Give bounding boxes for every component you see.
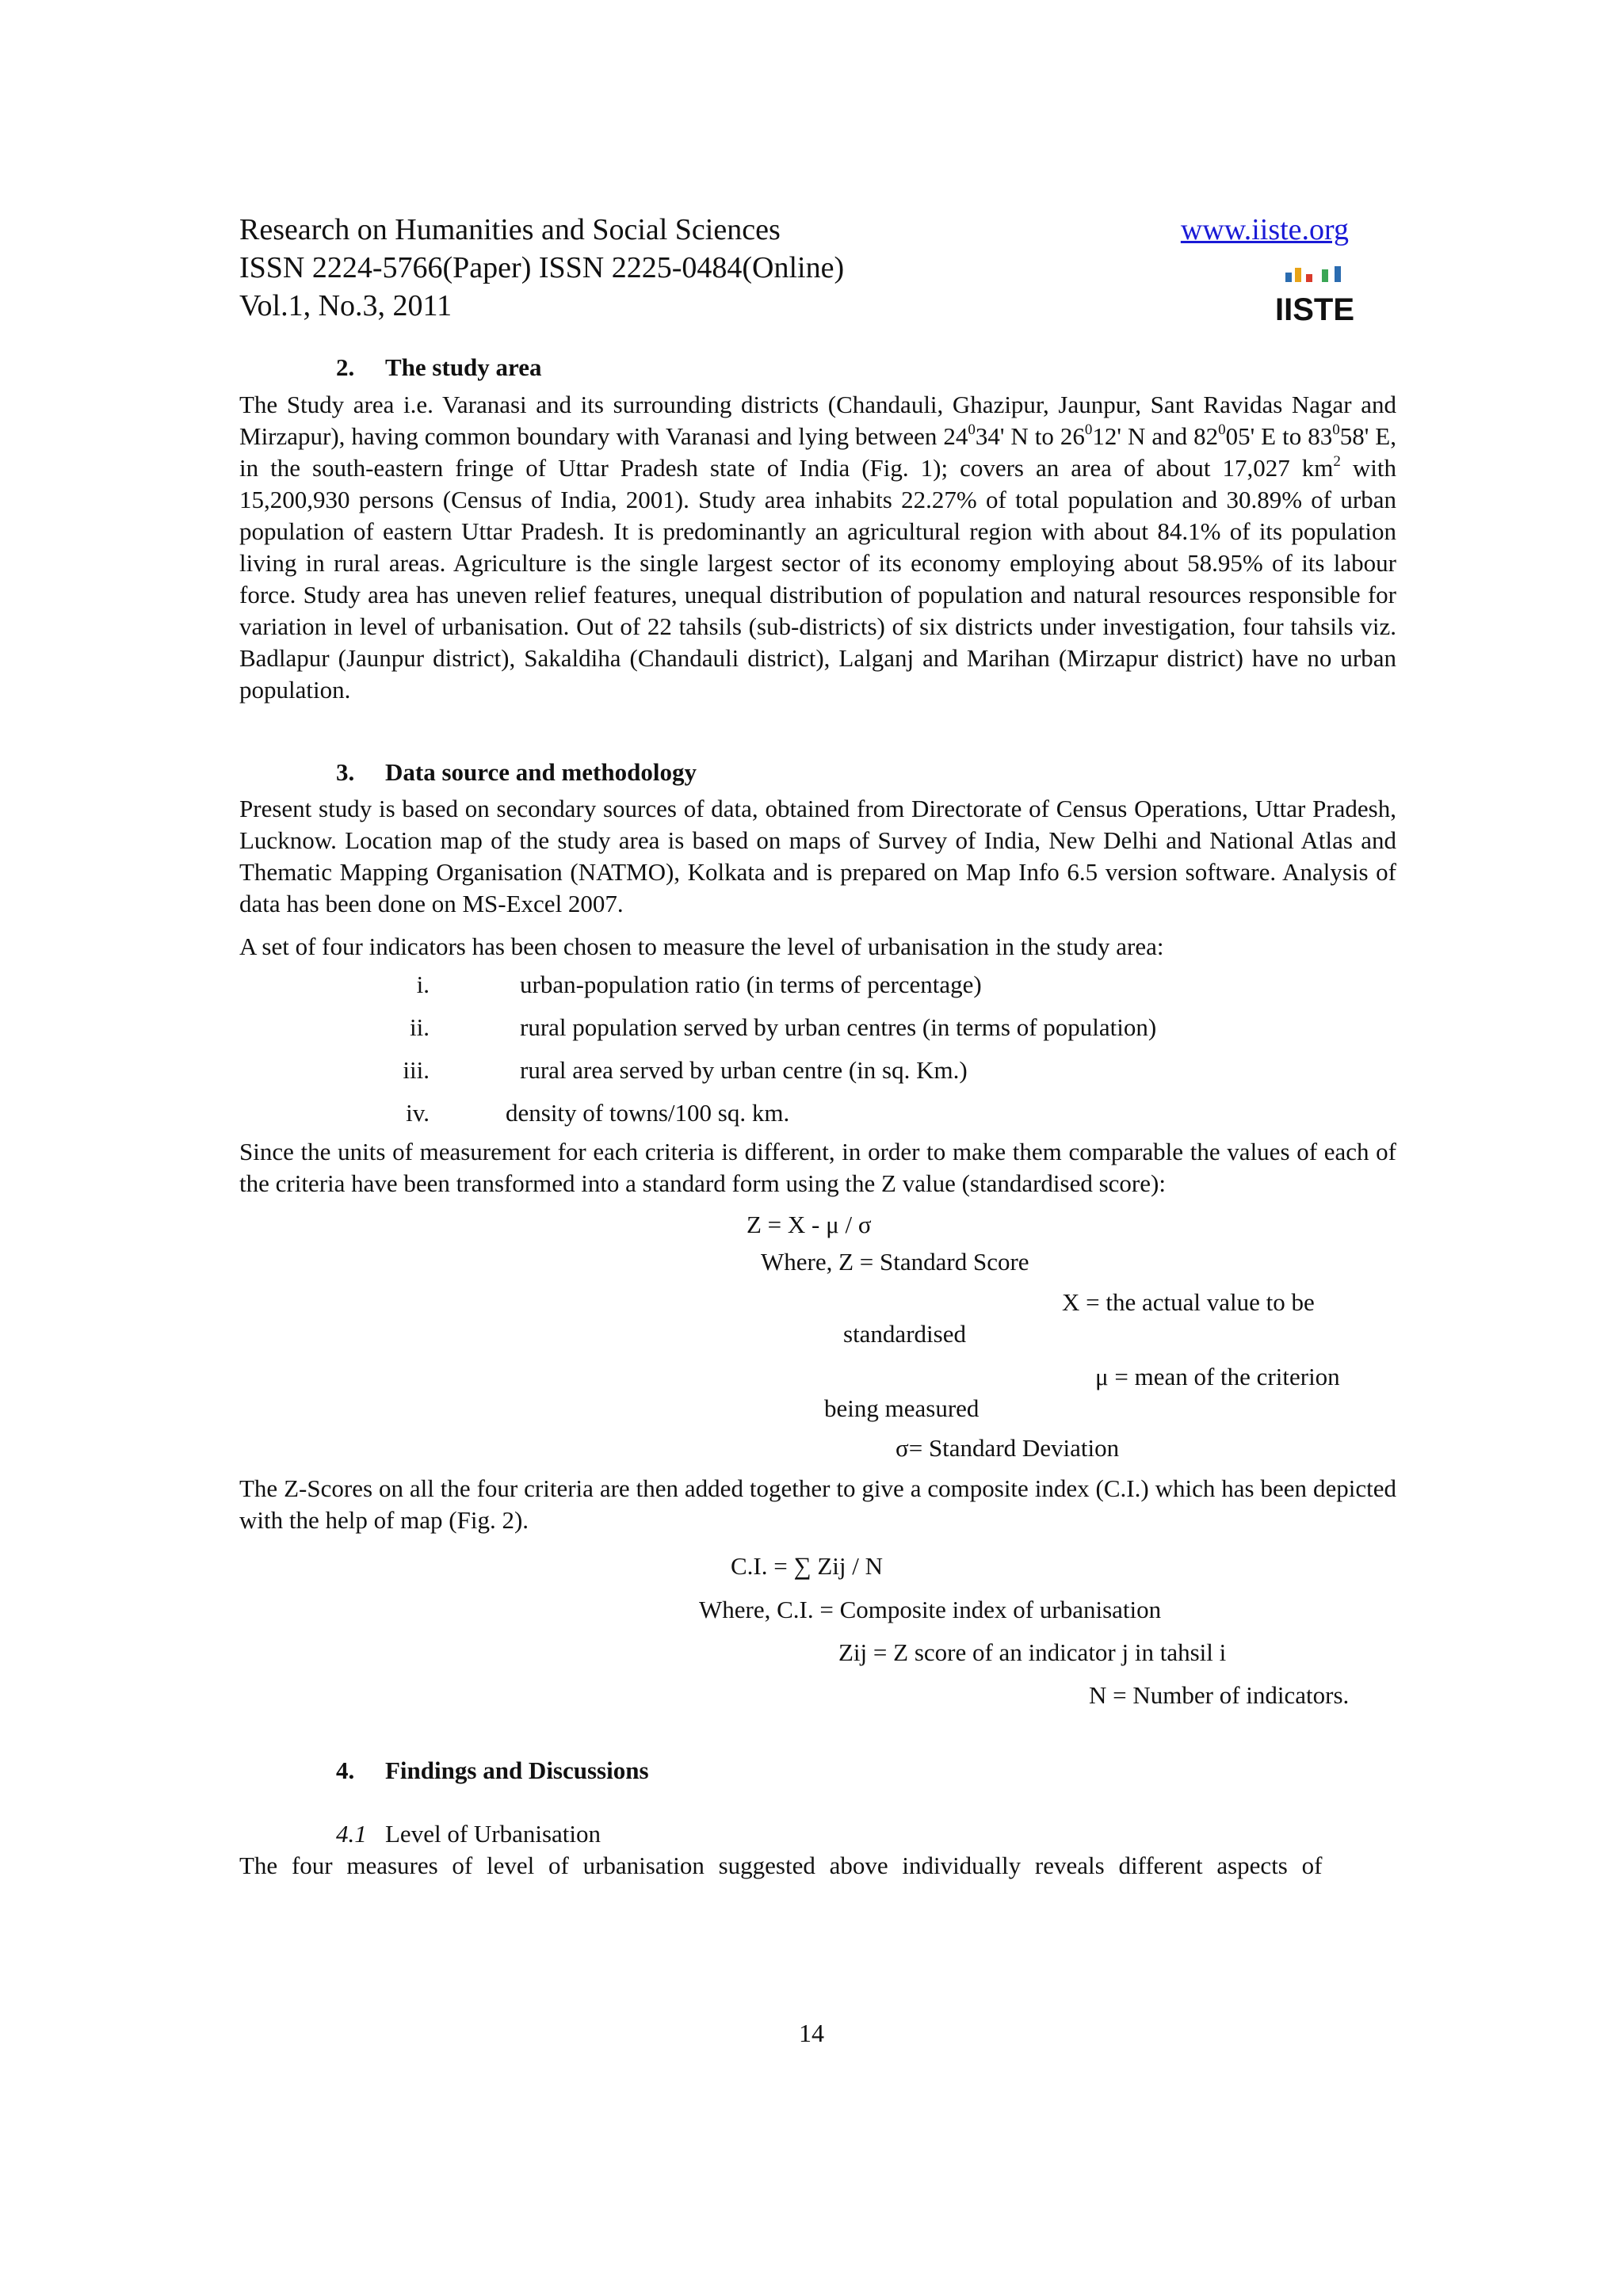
website-link[interactable]: www.iiste.org [1180,213,1349,246]
z-equation: Z = X - μ / σ [747,1211,872,1238]
page-number: 14 [799,2019,824,2047]
study-area-paragraph: The Study area i.e. Varanasi and its surrounding districts (Chandauli, Ghazipur, Jaunpur, Sant Ravidas Nagar and Mirzapur), having common boundary with Varanasi and lying between $24^034'$ N to $26^012'$ N and $82^005'$ E to $83^058'$ E, in the south-eastern fringe of Uttar Pradesh state of India (Fig. 1); covers an area of about 17,027 $km^2$ with 15,200,930 persons (Census of India, 2001). Study area inhabits 22.27% of total population and 30.89% of urban population of eastern Uttar Pradesh. It is predominantly an agricultural region with about 84.1% of its population living in rural areas. Agriculture is the single largest sector of its economy employing about 58.95% of its labour force. Study area has uneven relief features, unequal distribution of population and natural resources responsible for variation in level of urbanisation. Out of 22 tahsils (sub-districts) of six districts under investigation, four tahsils viz. Badlapur (Jaunpur district), Sakaldiha (Chandauli district), Lalganj and Marihan (Mirzapur district) have no urban population. [239,391,1396,704]
subsection-4-1-heading: 4.1 Level of Urbanisation [336,1820,601,1848]
composite-index-paragraph: The Z-Scores on all the four criteria are then added together to give a composite index (C.I.) which has been depicted with the help of map (Fig. 2). [239,1474,1396,1534]
volume-line: Vol.1, No.3, 2011 [239,289,453,322]
indicators-intro: A set of four indicators has been chosen to measure the level of urbanisation in the study area: [239,933,1164,960]
section-2-heading: 2. The study area [336,353,542,381]
ci-formula: C.I. = ∑ Zij / N Where, C.I. = Composite index of urbanisation Zij = Z score of an indicator j in tahsil i N = Number of indicators. [239,1544,1396,1717]
z-where: Where, Z = Standard Score [761,1248,1029,1276]
main-content [239,352,1396,1882]
list-item: iii. rural area served by urban centre (in sq. Km.) [403,1056,968,1084]
section-3-heading: 3. Data source and methodology [336,758,697,786]
ci-equation: C.I. = ∑ Zij / N [731,1552,883,1580]
issn-line: ISSN 2224-5766(Paper) ISSN 2225-0484(Online) [239,251,845,284]
list-item: iv. density of towns/100 sq. km. [406,1099,790,1127]
section-4-heading: 4. Findings and Discussions [336,1756,649,1784]
page-header [239,211,1355,327]
z-score-formula: Z = X - μ / σ Where, Z = Standard Score X = the actual value to be standardised μ = mean of the criterion being measured σ= Standard Deviation [239,1206,1396,1466]
standardisation-paragraph: Since the units of measurement for each criteria is different, in order to make them comparable the values of each of the criteria have been transformed into a standard form using the Z value (standardised score): [239,1138,1396,1197]
data-source-paragraph: Present study is based on secondary sources of data, obtained from Directorate of Census Operations, Uttar Pradesh, Lucknow. Location map of the study area is based on maps of Survey of India, New Delhi and National Atlas and Thematic Mapping Organisation (NATMO), Kolkata and is prepared on Map Info 6.5 version software. Analysis of data has been done on MS-Excel 2007. [239,795,1396,917]
iiste-logo-icon [1274,258,1355,327]
list-item: i. urban-population ratio (in terms of percentage) [416,971,982,998]
logo-text: IISTE [1274,292,1355,327]
journal-title: Research on Humanities and Social Sciences [239,213,781,246]
indicator-list [239,963,1396,1135]
findings-paragraph: The four measures of level of urbanisation suggested above individually reveals different aspects of [239,1852,1323,1879]
list-item: ii. rural population served by urban centres (in terms of population) [410,1013,1157,1041]
